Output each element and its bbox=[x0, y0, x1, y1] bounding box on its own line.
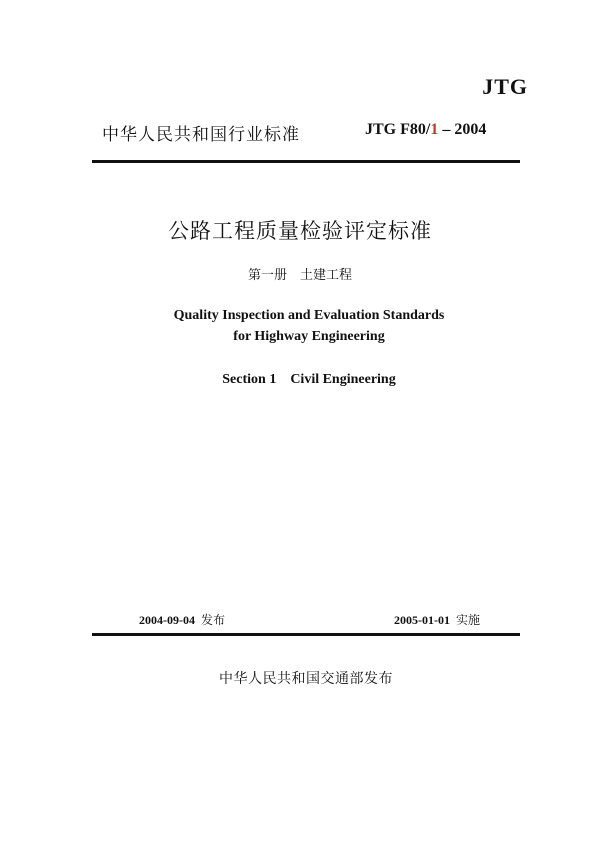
title-english bbox=[0, 305, 600, 347]
title-english-line-2: for Highway Engineering bbox=[233, 329, 385, 344]
issue-date: 2004-09-04 bbox=[139, 613, 195, 627]
series-mark: JTG bbox=[482, 74, 528, 99]
top-divider bbox=[92, 160, 520, 163]
standard-code-suffix: – 2004 bbox=[438, 121, 487, 138]
volume-chinese: 第一册 土建工程 bbox=[247, 268, 352, 283]
title-english-line-1: Quality Inspection and Evaluation Standards bbox=[173, 308, 445, 323]
implement-date: 2005-01-01 bbox=[394, 613, 450, 627]
standard-code-part: 1 bbox=[430, 121, 439, 138]
bottom-divider bbox=[92, 633, 520, 636]
implement-label: 实施 bbox=[456, 613, 481, 627]
issue-label: 发布 bbox=[201, 613, 226, 627]
title-chinese: 公路工程质量检验评定标准 bbox=[168, 219, 432, 243]
standard-code bbox=[365, 121, 486, 139]
publisher: 中华人民共和国交通部发布 bbox=[219, 671, 393, 687]
standard-code-prefix: JTG F80/ bbox=[365, 121, 431, 138]
implement-info bbox=[394, 611, 480, 628]
standard-type: 中华人民共和国行业标准 bbox=[102, 125, 300, 145]
issue-info bbox=[139, 611, 225, 628]
section-english: Section 1 Civil Engineering bbox=[222, 372, 396, 387]
